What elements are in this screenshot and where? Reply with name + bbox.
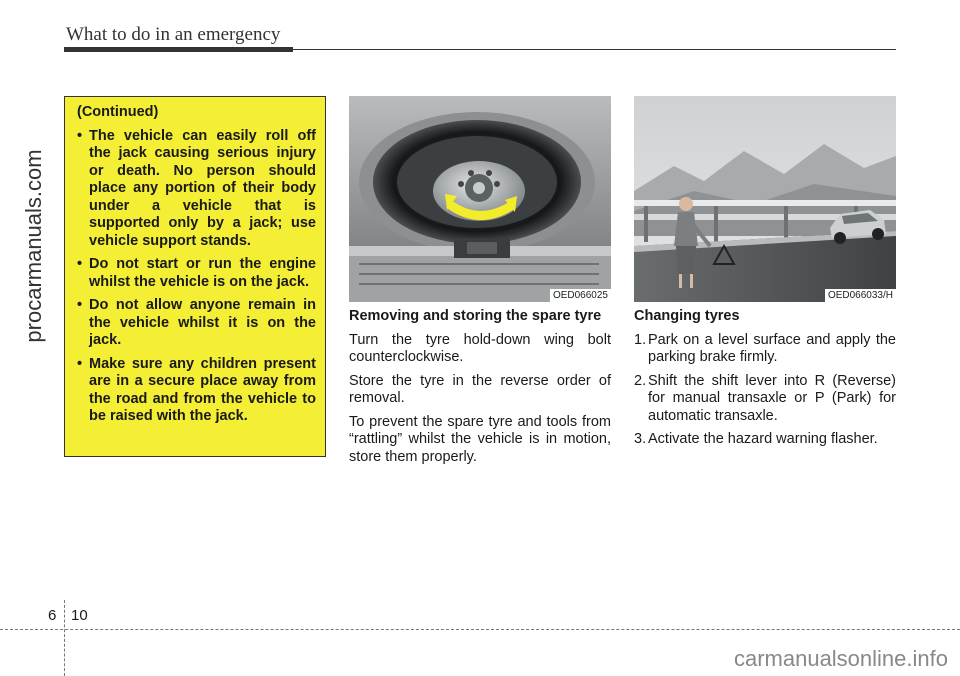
bullet-icon: • — [77, 297, 83, 313]
warning-list — [77, 128, 316, 426]
step-item: 3. Activate the hazard warning flasher. — [634, 431, 878, 447]
page-number: 10 — [71, 607, 88, 624]
paragraph: To prevent the spare tyre and tools from “rattling” whilst the vehicle is in motion, store them properly. — [349, 413, 611, 465]
bullet-icon: • — [77, 256, 83, 272]
bullet-icon: • — [77, 355, 83, 372]
warning-item: • Make sure any children present are in a secure place away from the road and from the vehicle to be raised with the jack. — [77, 355, 316, 424]
step-item: 1. Park on a level surface and apply the parking brake firmly. — [634, 331, 896, 365]
bullet-icon: • — [77, 127, 83, 144]
footer-divider — [64, 600, 65, 676]
header-rule — [293, 49, 896, 50]
bottom-watermark: carmanualsonline.info — [733, 646, 948, 671]
roadside-warning-illustration — [634, 96, 896, 302]
warning-box — [64, 96, 326, 457]
header-rule-accent — [64, 47, 293, 52]
spare-tyre-illustration — [349, 96, 611, 302]
warning-item: • Do not allow anyone remain in the vehicle whilst it is on the jack. — [77, 297, 316, 348]
figure-code: OED066025 — [550, 289, 611, 302]
page-header-title: What to do in an emergency — [66, 24, 281, 45]
figure-code: OED066033/H — [825, 289, 896, 302]
section-heading: Removing and storing the spare tyre — [349, 308, 602, 324]
paragraph: Turn the tyre hold-down wing bolt counterclockwise. — [349, 331, 611, 365]
chapter-number: 6 — [48, 607, 57, 624]
warning-item: • Do not start or run the engine whilst the vehicle is on the jack. — [77, 256, 316, 290]
section-heading: Changing tyres — [634, 308, 740, 324]
storing-section — [349, 308, 611, 472]
step-item: 2. Shift the shift lever into R (Reverse) for manual transaxle or P (Park) for automatic transaxle. — [634, 372, 896, 424]
warning-heading: (Continued) — [77, 104, 159, 120]
warning-item: • The vehicle can easily roll off the jack causing serious injury or death. No person should place any portion of their body under a vehicle that is supported only by a jack; use vehicle support stands. — [77, 127, 316, 249]
step-list — [634, 332, 896, 449]
changing-section — [634, 308, 896, 455]
side-watermark: procarmanuals.com — [21, 149, 46, 343]
footer-rule — [0, 629, 960, 630]
paragraph: Store the tyre in the reverse order of removal. — [349, 372, 611, 406]
